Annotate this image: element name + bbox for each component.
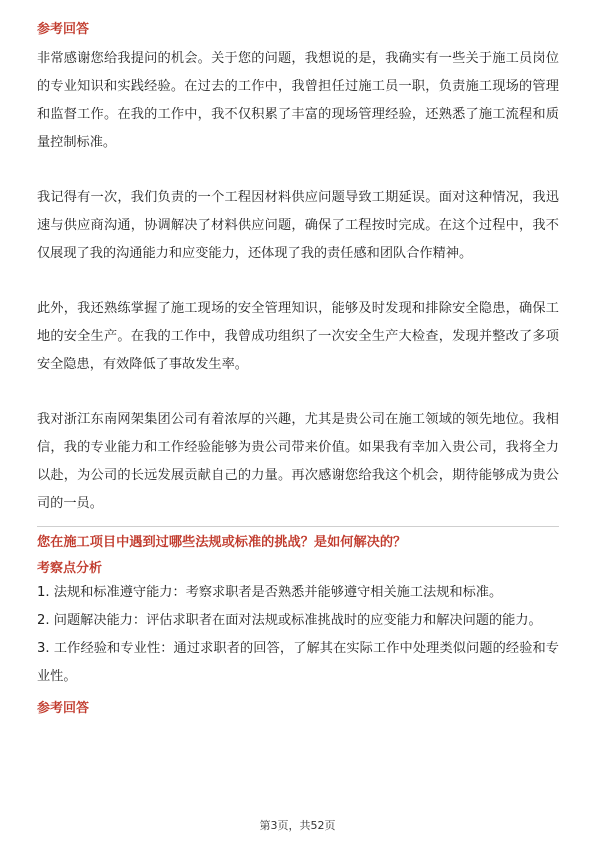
analysis-item-2: 2. 问题解决能力：评估求职者在面对法规或标准挑战时的应变能力和解决问题的能力。: [37, 613, 542, 628]
answer-paragraph-3: 此外，我还熟练掌握了施工现场的安全管理知识，能够及时发现和排除安全隐患，确保工地的安全生产。在我的工作中，我曾成功组织了一次安全生产大检查，发现并整改了多项安全隐患，有效降低了事故发生率。: [37, 301, 559, 372]
reference-answer-heading-2: 参考回答: [37, 701, 90, 716]
analysis-item-1: 1. 法规和标准遵守能力：考察求职者是否熟悉并能够遵守相关施工法规和标准。: [37, 585, 503, 600]
interview-question: 您在施工项目中遇到过哪些法规或标准的挑战？是如何解决的？: [37, 535, 407, 550]
reference-answer-heading: 参考回答: [37, 22, 90, 37]
document-body: [37, 20, 559, 719]
analysis-heading: 考察点分析: [37, 561, 103, 576]
analysis-item-3: 3. 工作经验和专业性：通过求职者的回答，了解其在实际工作中处理类似问题的经验和专业性。: [37, 641, 559, 684]
page-number: 第3页，共52页: [259, 819, 336, 832]
answer-paragraph-2: 我记得有一次，我们负责的一个工程因材料供应问题导致工期延误。面对这种情况，我迅速与供应商沟通，协调解决了材料供应问题，确保了工程按时完成。在这个过程中，我不仅展现了我的沟通能力和应变能力，还体现了我的责任感和团队合作精神。: [37, 190, 559, 261]
answer-paragraph-4: 我对浙江东南网架集团公司有着浓厚的兴趣，尤其是贵公司在施工领域的领先地位。我相信，我的专业能力和工作经验能够为贵公司带来价值。如果我有幸加入贵公司，我将全力以赴，为公司的长远发展贡献自己的力量。再次感谢您给我这个机会，期待能够成为贵公司的一员。: [37, 412, 559, 511]
answer-paragraph-1: 非常感谢您给我提问的机会。关于您的问题，我想说的是，我确实有一些关于施工员岗位的专业知识和实践经验。在过去的工作中，我曾担任过施工员一职，负责施工现场的管理和监督工作。在我的工作中，我不仅积累了丰富的现场管理经验，还熟悉了施工流程和质量控制标准。: [37, 51, 559, 150]
